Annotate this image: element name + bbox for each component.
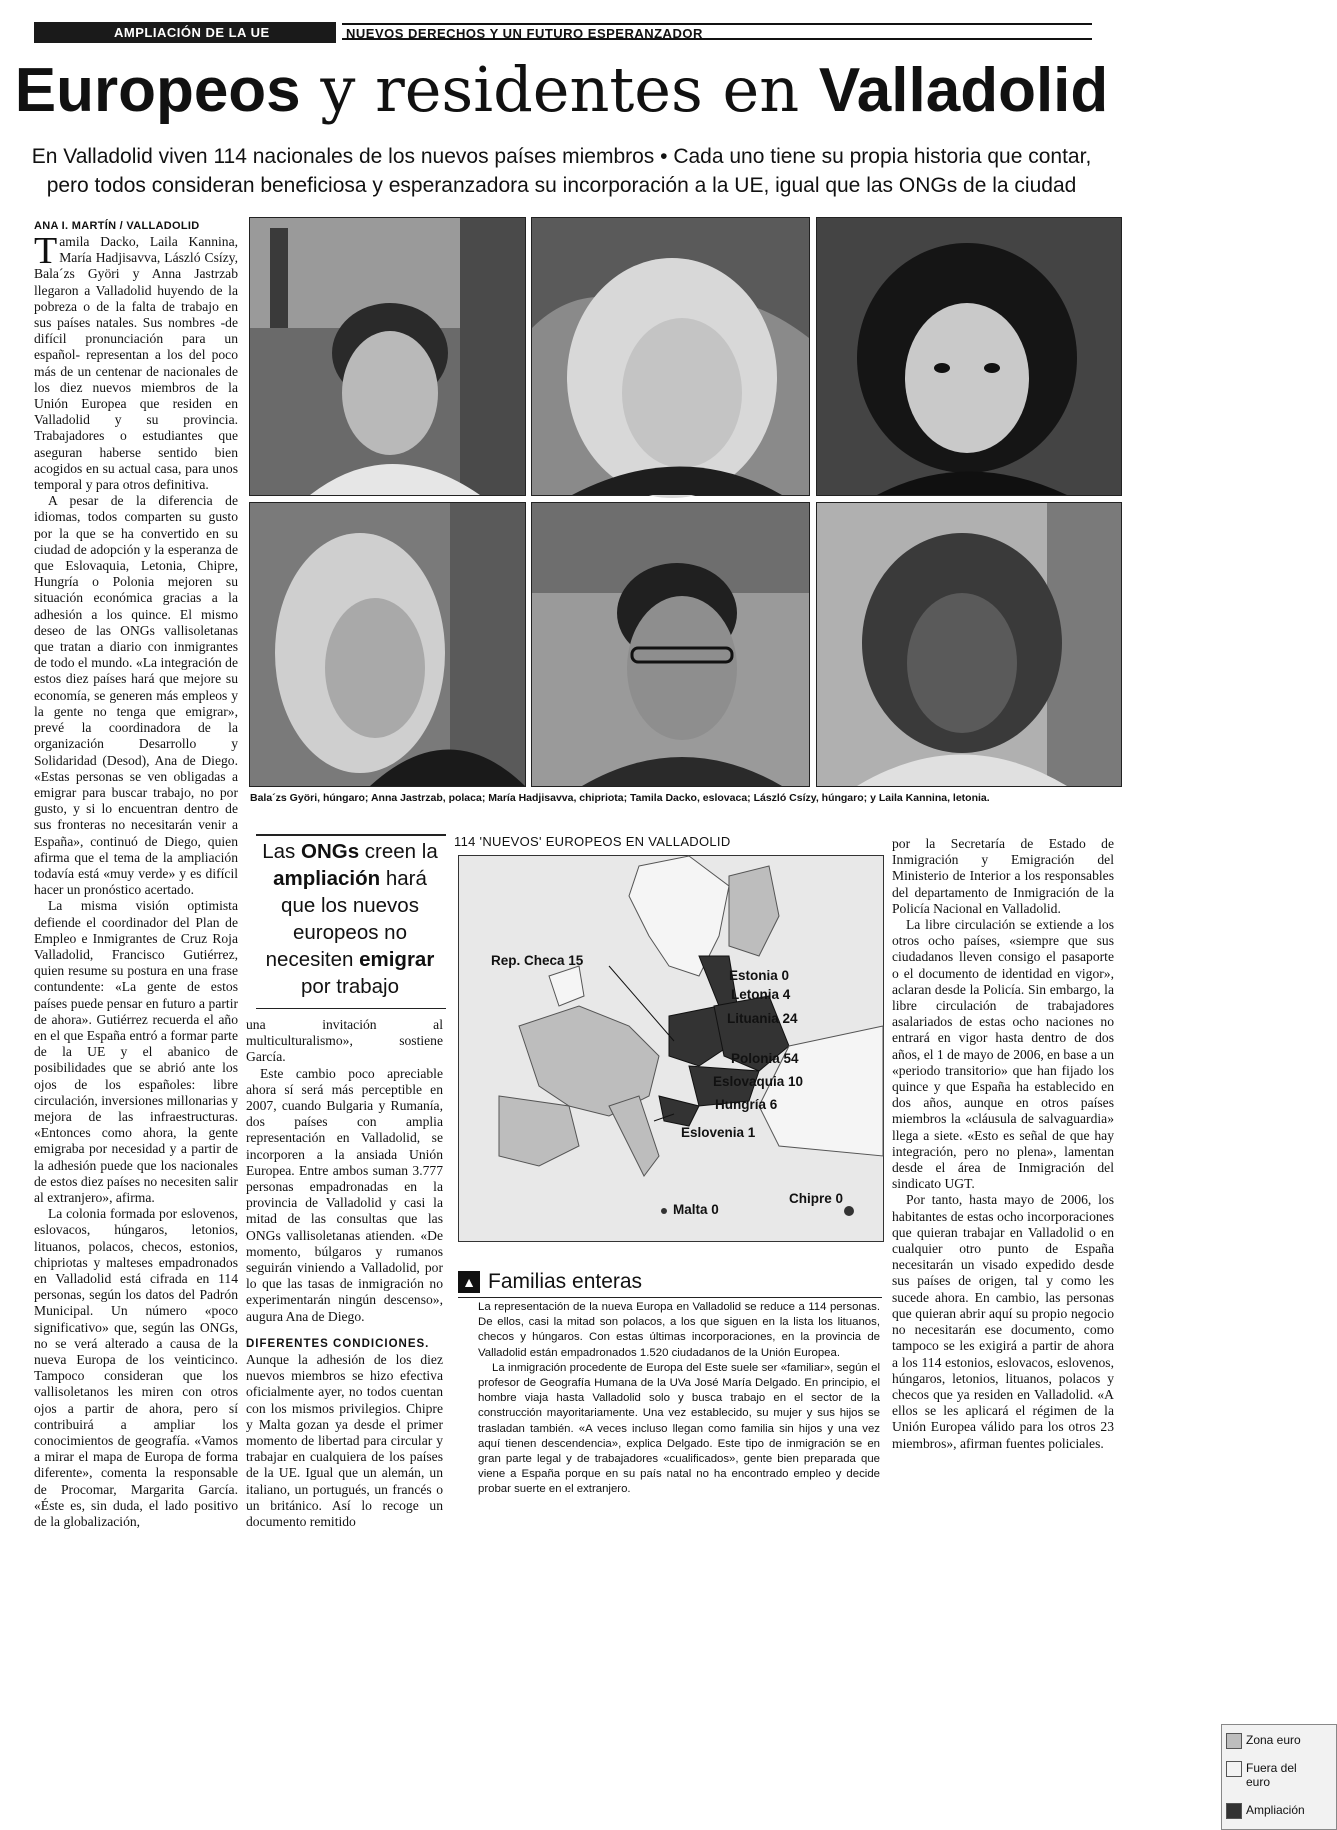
europe-map-icon — [459, 856, 883, 1241]
col1-p3: La misma visión optimista defiende el coordinador del Plan de Empleo e Inmigrantes de Cruz Roja Valladolid, Francisco Gutiérrez, quien resume su postura en una frase contundente: «La gente de estos países puede pensar en futuro a partir de ahora». Gutiérrez recuerda el año en el que España entró a formar parte de la UE y el abanico de posibilidades que se abrió ante los ojos de los españoles: libre circulación, inversiones millonarias y mejora de las infraestructuras. «Entonces como ahora, la gente emigraba por necesidad y a partir de la adhesión puede que los nacionales de estos diez países no necesiten salir al extranjero», afirma. — [34, 898, 238, 1205]
map-label-chipre: Chipre 0 — [789, 1191, 844, 1206]
legend-label-1: Zona euro — [1246, 1733, 1301, 1747]
map-title: 114 'NUEVOS' EUROPEOS EN VALLADOLID — [454, 834, 731, 849]
portrait-5-icon — [532, 503, 809, 786]
sidebar-title-text: Familias enteras — [488, 1270, 643, 1293]
column-4 — [892, 836, 1114, 1452]
photo-5 — [531, 502, 810, 787]
pullquote-rule-bottom — [256, 1008, 446, 1009]
portrait-2-icon — [532, 218, 809, 495]
map-label-hungria: Hungría 6 — [715, 1097, 778, 1112]
col2-p3: Aunque la adhesión de los diez nuevos miembros se hizo efectiva oficialmente ayer, no todos cuentan con los mismos privilegios. Chipre y Malta gozan ya desde el primer momento de libertad para circular y trabajar en cualquiera de los países de la UE. Igual que un alemán, un italiano, un portugués, un francés o un británico. Así lo recoge un documento remitido — [246, 1352, 443, 1530]
headline-part1: Europeos — [14, 56, 301, 125]
legend-label-2: Fuera del euro — [1246, 1761, 1297, 1789]
pullquote-text-4: por trabajo — [300, 975, 399, 998]
pullquote-text-1: Las — [262, 840, 301, 863]
portrait-4-icon — [250, 503, 525, 786]
pullquote-bold-3: emigrar — [359, 948, 435, 971]
deck-line2: pero todos consideran beneficiosa y esperanzadora su incorporación a la UE, igual que las ONGs de la ciudad — [46, 174, 1077, 197]
headline-part3: Valladolid — [818, 56, 1109, 125]
col1-p1: amila Dacko, Laila Kannina, María Hadjisavva, László Csízy, Bala´zs Györi y Anna Jastrzab llegaron a Valladolid huyendo de la pobreza o de la falta de trabajo en sus países natales. Sus nombres -de difícil pronunciación para un español- representan a los del poco más de un centenar de nacionales de los diez nuevos miembros de la Unión Europea que residen en Valladolid y su provincia. Trabajadores o estudiantes que aseguran haberse sentido bien acogidos en su actual casa, para unos temporal y para otros definitiva. — [34, 234, 238, 493]
map-label-lituania: Lituania 24 — [727, 1011, 798, 1026]
col1-p2: A pesar de la diferencia de idiomas, todos comparten su gusto por la que se ha convertido en su ciudad de adopción y la esperanza de que Eslovaquia, Letonia, Chipre, Hungría o Polonia mejoren su situación económica gracias a la adhesión a los quince. El mismo deseo de las ONGs vallisoletanas que tratan a diario con inmigrantes de todo el mundo. «La integración de estos diez países hará que mejore su economía, se generen más empleos y la gente no tenga que emigrar», prevé la coordinadora de la organización Desarrollo y Solidaridad (Desod), Ana de Diego. «Estas personas se ven obligadas a emigrar para buscar trabajo, no por gusto, y si lo encuentran dentro de sus fronteras no necesitarán venir a España», continuó de Diego, quien afirma que el tema de la ampliación todavía está «muy verde» y es difícil hacer un pronóstico acertado. — [34, 493, 238, 898]
dropcap: T — [34, 230, 58, 272]
pullquote-text-3: hará que los nuevos europeos no necesiten — [265, 867, 427, 971]
map-label-estonia: Estonia 0 — [729, 968, 790, 983]
sidebar-box — [478, 1300, 880, 1498]
map-label-letonia: Letonia 4 — [731, 987, 791, 1002]
section-label: AMPLIACIÓN DE LA UE — [114, 25, 270, 40]
headline — [0, 54, 1123, 127]
column-2 — [246, 1017, 443, 1530]
photo-1 — [249, 217, 526, 496]
tagline-label: NUEVOS DERECHOS Y UN FUTURO ESPERANZADOR — [346, 26, 703, 41]
map-label-eslovaquia: Eslovaquia 10 — [713, 1074, 804, 1089]
map-legend — [1221, 1724, 1337, 1830]
sidebar-p2: La inmigración procedente de Europa del Este suele ser «familiar», según el profesor de Geografía Humana de la UVa José María Delgado. En principio, el hombre viaja hasta Valladolid solo y busca trabajo en el sector de la construcción mayoritariamente. Una vez establecido, su mujer y sus hijos se trasladan también. «A veces incluso llegan como familia sin hijos y una vez aquí tienen descendencia», explica Delgado. Este tipo de inmigración se en gran parte legal y de trabajadores «cualificados», gente bien preparada que viene a España porque en su país natal no ha encontrado empleo y decide probar suerte en el extranjero. — [478, 1361, 880, 1496]
pullquote-bold-2: ampliación — [273, 867, 381, 890]
col2-p1: una invitación al multiculturalismo», sostiene García. — [246, 1017, 443, 1065]
legend-row-1 — [1226, 1733, 1301, 1749]
col4-p3: Por tanto, hasta mayo de 2006, los habitantes de estas ocho incorporaciones que quieran trabajar en Valladolid o en cualquier otro punto de España necesitarán un visado expedido desde sus países de origen, tal y como les sucede ahora. En cambio, las personas que quieran abrir aquí su propio negocio no necesitarán ese documento, como tampoco se les exigirá a partir de ahora a los 114 estonios, eslovacos, eslovenos, húngaros, letonios, lituanos, polacos y checos que ya residen en Valladolid. «A ellos se les aplicará el régimen de la Unión Europea válido para los otros 23 miembros», afirman fuentes policiales. — [892, 1192, 1114, 1451]
map-label-rep-checa: Rep. Checa 15 — [491, 953, 584, 968]
col1-p4: La colonia formada por eslovenos, eslovacos, húngaros, letonios, lituanos, polacos, checos, estonios, chipriotas y malteses empadronados en Valladolid está cifrada en 114 personas, según los datos del Padrón Municipal. Un número «poco significativo» que, según las ONGs, no se verá alterado a causa de la nueva Europa de los veinticinco. Tampoco consideran que los vallisoletanos les miren con otros ojos a partir de ahora, pero sí contribuirá a ampliar los conocimientos de geografía. «Vamos a mirar el mapa de Europa de forma diferente», comenta la responsable de Procomar, Margarita García. «Éste es, sin duda, el lado positivo de la globalización, — [34, 1206, 238, 1530]
column-1 — [34, 230, 238, 1530]
photo-2 — [531, 217, 810, 496]
headline-part2: y residentes en — [300, 53, 819, 126]
legend-swatch-2 — [1226, 1761, 1242, 1777]
legend-swatch-3 — [1226, 1803, 1242, 1819]
legend-label-3: Ampliación — [1246, 1803, 1305, 1817]
sidebar-logo-icon: ▲ — [458, 1271, 480, 1293]
sidebar-rule — [458, 1297, 882, 1298]
photo-caption: Bala´zs Györi, húngaro; Anna Jastrzab, polaca; María Hadjisavva, chipriota; Tamila Dacko, eslovaca; László Csízy, húngaro; y Laila Kannina, letonia. — [250, 792, 990, 804]
photo-3 — [816, 217, 1122, 496]
section-bar — [34, 22, 336, 43]
tagline-bar — [342, 23, 1092, 40]
map-label-eslovenia: Eslovenia 1 — [681, 1125, 756, 1140]
photo-6 — [816, 502, 1122, 787]
legend-row-3 — [1226, 1803, 1305, 1819]
sidebar-title — [458, 1270, 642, 1294]
deck-line1: En Valladolid viven 114 nacionales de los nuevos países miembros • Cada uno tiene su propia historia que contar, — [31, 145, 1092, 168]
portrait-1-icon — [250, 218, 525, 495]
col2-p2: Este cambio poco apreciable ahora sí será más perceptible en 2007, cuando Bulgaria y Rumanía, dos países con amplia representación en Valladolid, se incorporen a la ansiada Unión Europea. Entre ambos suman 3.777 personas empadronadas en la provincia de Valladolid y casi la mitad de las consultas que las ONGs vallisoletanas atienden. «De momento, búlgaros y rumanos seguirán viniendo a Valladolid, por lo que las tasas de inmigración no experimentarán ningún descenso», augura Ana de Diego. — [246, 1065, 443, 1324]
map-label-polonia: Polonia 54 — [731, 1051, 799, 1066]
pullquote-rule-top — [256, 834, 446, 836]
portrait-3-icon — [817, 218, 1121, 495]
legend-row-2 — [1226, 1761, 1316, 1789]
col4-p1: por la Secretaría de Estado de Inmigración y Emigración del Ministerio de Interior a los responsables del departamento de Inmigración de la Policía Nacional en Valladolid. — [892, 836, 1114, 916]
sidebar-p1: La representación de la nueva Europa en Valladolid se reduce a 114 personas. De ellos, casi la mitad son polacos, a los que siguen en la lista los lituanos, checos y húngaros. Con estas últimas incorporaciones, en la provincia de Valladolid están empadronados 1.520 ciudadanos de la Unión Europea. — [478, 1301, 880, 1359]
col4-p2: La libre circulación se extiende a los otros ocho países, «siempre que sus ciudadanos lleven consigo el pasaporte o el documento de identidad en vigor», aclaran desde la Policía. Sin embargo, la libre circulación de trabajadores asalariados de estas ocho naciones no entrará en vigor hasta dentro de dos años, el 1 de mayo de 2006, en base a un «periodo transitorio» que han fijado los quince y que España ha establecido en dos años, aunque en otros países miembros la «cláusula de salvaguardia» llega a siete. «Esto es señal de que hay integración, pero no plena», lamentan desde el área de Inmigración del sindicato UGT. — [892, 917, 1114, 1192]
pullquote — [254, 838, 446, 1000]
col2-subhead: DIFERENTES CONDICIONES. — [246, 1337, 430, 1350]
pullquote-bold-1: ONGs — [301, 840, 360, 863]
legend-swatch-1 — [1226, 1733, 1242, 1749]
photo-4 — [249, 502, 526, 787]
byline: ANA I. MARTÍN / VALLADOLID — [34, 220, 200, 232]
map-label-malta: Malta 0 — [673, 1202, 719, 1217]
deck — [20, 142, 1103, 200]
pullquote-text-2: creen la — [359, 840, 438, 863]
portrait-6-icon — [817, 503, 1121, 786]
